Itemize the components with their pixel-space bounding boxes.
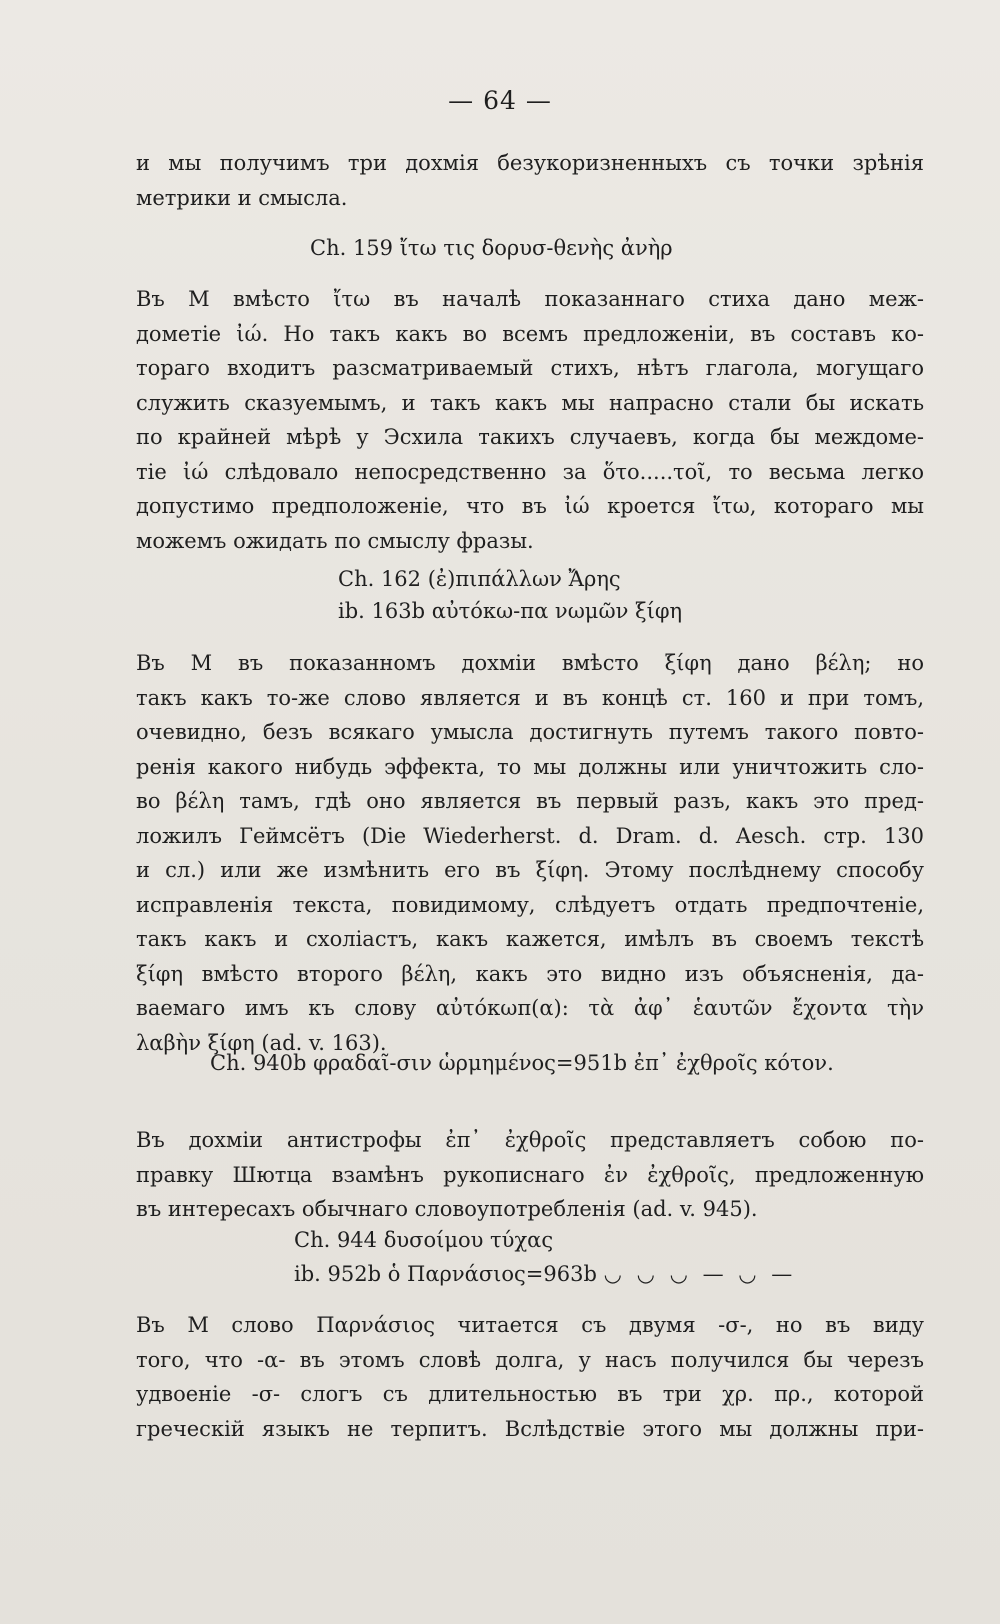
text-line: ваемаго имъ къ слову αὐτόκωπ(α): τὰ ἀφ᾽ ἑαυτῶν ἔχοντα τὴν: [136, 996, 924, 1020]
text-line: по крайней мѣрѣ у Эсхила такихъ случаевъ, когда бы междоме-: [136, 425, 924, 449]
text-line: ложилъ Геймсётъ (Die Wiederherst. d. Dram. d. Aesch. стр. 130: [136, 823, 924, 848]
text-line: допустимо предположеніе, что въ ἰώ кроется ἴτω, котораго мы: [136, 494, 924, 518]
text-line: служить сказуемымъ, и такъ какъ мы напрасно стали бы искать: [136, 390, 924, 415]
text-line: такъ какъ и схоліастъ, какъ кажется, имѣлъ въ своемъ текстѣ: [136, 927, 924, 951]
text-line: Въ М слово Παρνάσιος читается съ двумя -σ-, но въ виду: [136, 1313, 924, 1337]
text-line: удвоеніе -σ- слогъ съ длительностью въ три χρ. πρ., которой: [136, 1382, 924, 1406]
text-line: ξίφη вмѣсто второго βέλη, какъ это видно изъ объясненія, да-: [136, 961, 924, 986]
text-line: Въ М въ показанномъ дохміи вмѣсто ξίφη дано βέλη; но: [136, 651, 924, 675]
text-line: правку Шютца взамѣнъ рукописнаго ἐν ἐχθροῖς, предложенную: [136, 1162, 924, 1187]
paragraph-5: [136, 1308, 924, 1446]
text-line: такъ какъ то-же слово является и въ концѣ ст. 160 и при томъ,: [136, 685, 924, 710]
heading-ch-944: Ch. 944 δυσοίμου τύχας: [294, 1228, 554, 1252]
text-line: тіе ἰώ слѣдовало непосредственно за ὅτο.....τοῖ, то весьма легко: [136, 459, 924, 484]
text-line: и сл.) или же измѣнить его въ ξίφη. Этому послѣднему способу: [136, 858, 924, 882]
text-line: дометіе ἰώ. Но такъ какъ во всемъ предложеніи, въ составъ ко-: [136, 321, 924, 346]
text-line: и мы получимъ три дохмія безукоризненныхъ съ точки зрѣнія: [136, 151, 924, 175]
text-line: λαβὴν ξίφη (ad. v. 163).: [136, 1030, 387, 1055]
heading-ch-162: Ch. 162 (ἐ)πιπάλλων Ἄρης: [338, 567, 621, 591]
text-line: греческій языкъ не терпитъ. Вслѣдствіе этого мы должны при-: [136, 1416, 924, 1441]
text-line: Въ М вмѣсто ἴτω въ началѣ показаннаго стиха дано меж-: [136, 287, 924, 311]
text-line: Въ дохміи антистрофы ἐπ᾽ ἐχθροῖς представляетъ собою по-: [136, 1128, 924, 1152]
page-number: — 64 —: [448, 86, 552, 115]
heading-ib-952b: [294, 1262, 796, 1286]
heading-ib-163b: ib. 163b αὐτόκω-πα νωμῶν ξίφη: [338, 599, 683, 623]
text-line: метрики и смысла.: [136, 185, 348, 210]
text-line: исправленія текста, повидимому, слѣдуетъ отдать предпочтеніе,: [136, 892, 924, 917]
text-line: того, что -α- въ этомъ словѣ долга, у насъ получился бы черезъ: [136, 1347, 924, 1372]
text-line: тораго входитъ разсматриваемый стихъ, нѣтъ глагола, могущаго: [136, 356, 924, 380]
text-line: очевидно, безъ всякаго умысла достигнуть путемъ такого повто-: [136, 720, 924, 744]
paragraph-2: [136, 282, 924, 558]
text-line: во βέλη тамъ, гдѣ оно является въ первый разъ, какъ это пред-: [136, 789, 924, 813]
paragraph-4: [136, 1123, 924, 1227]
heading-ch-159: Ch. 159 ἴτω τις δορυσ-θενὴς ἀνὴρ: [310, 236, 673, 260]
text-line: ренія какого нибудь эффекта, то мы должны или уничтожить сло-: [136, 754, 924, 779]
text-line: можемъ ожидать по смыслу фразы.: [136, 528, 534, 553]
paragraph-3: [136, 646, 924, 1060]
heading-ib-952b-text: ib. 952b ὁ Παρνάσιος=963b: [294, 1262, 597, 1286]
text-line: въ интересахъ обычнаго словоупотребленія (ad. v. 945).: [136, 1197, 758, 1221]
metrical-marks: ◡ ◡ ◡ — ◡ —: [603, 1262, 797, 1286]
heading-ch-940b: Ch. 940b φραδαῖ-σιν ὡρμημένος=951b ἐπ᾽ ἐχθροῖς κότον.: [210, 1051, 834, 1075]
paragraph-1: [136, 146, 924, 215]
